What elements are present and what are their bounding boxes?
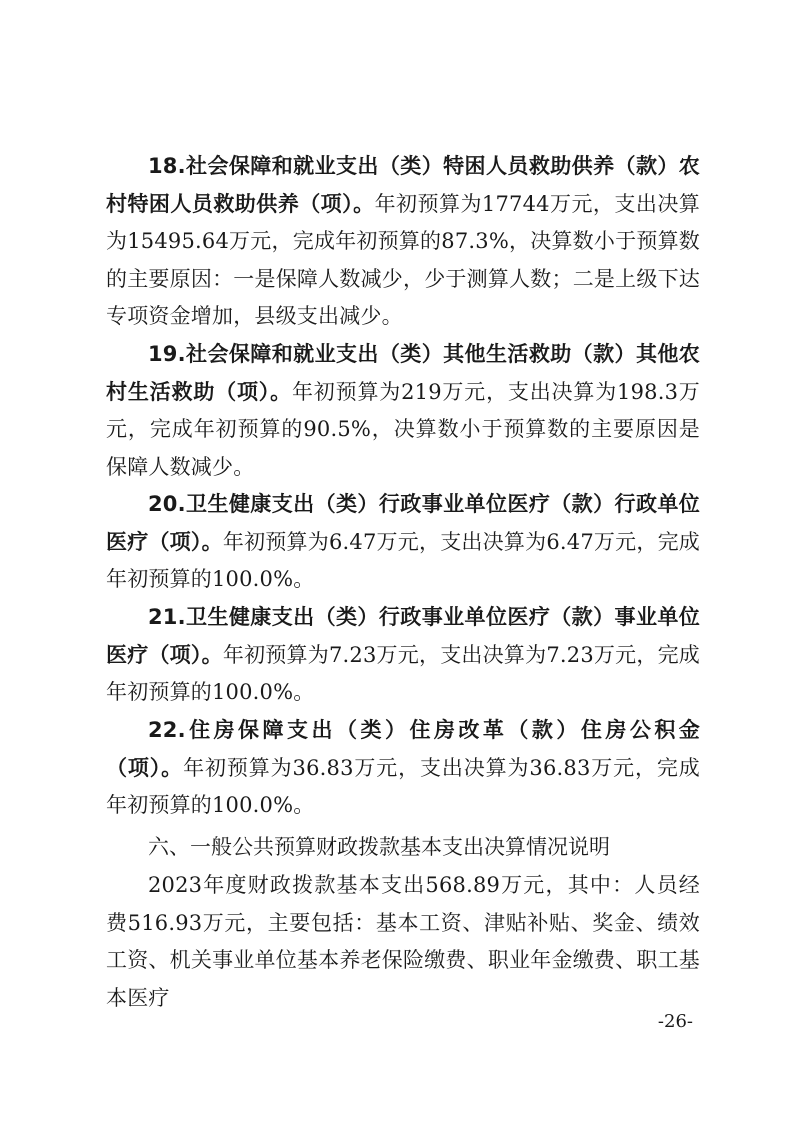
budget-item-21 (106, 599, 700, 712)
budget-item-body: 年初预算为7.23万元，支出决算为7.23万元，完成年初预算的100.0%。 (106, 642, 700, 705)
budget-item-body: 年初预算为17744万元，支出决算为15495.64万元，完成年初预算的87.3%，决算数小于预算数的主要原因：一是保障人数减少，少于测算人数；二是上级下达专项资金增加，县级支出减少。 (106, 191, 700, 329)
budget-item-20 (106, 486, 700, 599)
budget-item-title: 18.社会保障和就业支出（类）特困人员救助供养（款）农村特困人员救助供养（项）。 (106, 154, 700, 216)
budget-item-title: 20.卫生健康支出（类）行政事业单位医疗（款）行政单位医疗（项）。 (106, 492, 700, 554)
budget-item-title: 21.卫生健康支出（类）行政事业单位医疗（款）事业单位医疗（项）。 (106, 605, 700, 667)
budget-item-22 (106, 712, 700, 825)
budget-item-body: 年初预算为219万元，支出决算为198.3万元，完成年初预算的90.5%，决算数小于预算数的主要原因是保障人数减少。 (106, 379, 700, 479)
page-number: -26- (657, 1011, 693, 1032)
budget-item-body: 年初预算为36.83万元，支出决算为36.83万元，完成年初预算的100.0%。 (106, 755, 700, 818)
section-body: 2023年度财政拨款基本支出568.89万元，其中：人员经费516.93万元，主要包括：基本工资、津贴补贴、奖金、绩效工资、机关事业单位基本养老保险缴费、职业年金缴费、职工基本医疗 (106, 873, 700, 1010)
budget-item-19 (106, 336, 700, 486)
budget-item-title: 19.社会保障和就业支出（类）其他生活救助（款）其他农村生活救助（项）。 (106, 342, 700, 404)
budget-item-18 (106, 148, 700, 336)
budget-item-title: 22.住房保障支出（类）住房改革（款）住房公积金（项）。 (106, 718, 700, 780)
budget-item-body: 年初预算为6.47万元，支出决算为6.47万元，完成年初预算的100.0%。 (106, 529, 700, 592)
section-heading: 六、一般公共预算财政拨款基本支出决算情况说明 (148, 835, 610, 859)
